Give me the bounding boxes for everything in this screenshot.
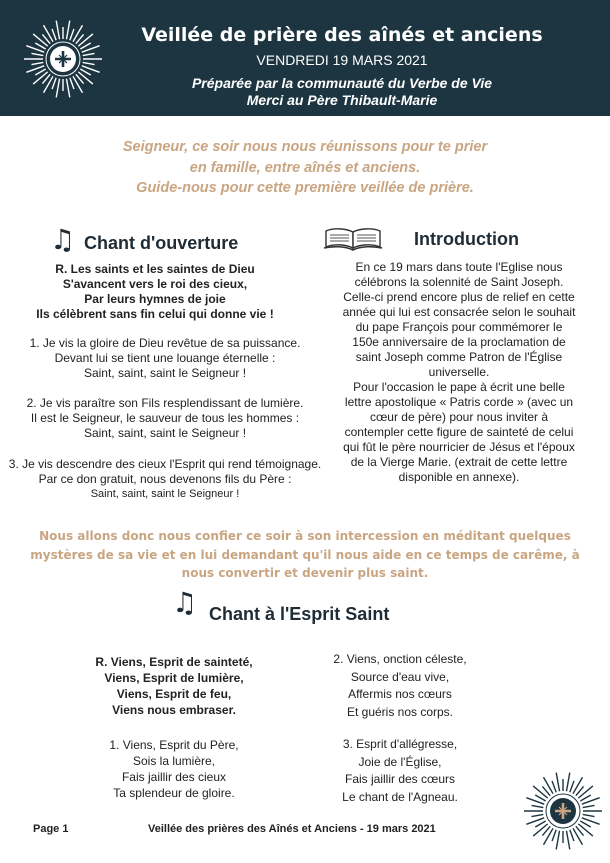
verse-line: Par ce don gratuit, nous devenons fils du Père : — [38, 472, 292, 486]
prepared-by — [92, 75, 592, 109]
chant-esprit-verse-2 — [300, 651, 500, 721]
introduction-line: lettre apostolique « Patris corde » (avec un — [344, 395, 574, 409]
music-note-icon: ♫ — [172, 586, 198, 619]
introduction-line: 150e anniversaire de la proclamation de — [352, 335, 566, 349]
introduction-text — [324, 260, 594, 485]
intercession-paragraph — [30, 527, 580, 583]
prepared-by-line: Préparée par la communauté du Verbe de Vie — [191, 75, 493, 91]
chant-ouverture-verse-3 — [0, 457, 330, 502]
verse-line: 2. Je vis paraître son Fils resplendissant de lumière. — [26, 396, 304, 410]
verse-line: Saint, saint, saint le Seigneur ! — [90, 488, 240, 500]
verse-line: Fais jaillir des cœurs — [344, 772, 455, 786]
verse-line: Fais jaillir des cieux — [121, 770, 227, 784]
verse-line: Saint, saint, saint le Seigneur ! — [83, 366, 247, 380]
refrain-line: R. Les saints et les saintes de Dieu — [55, 262, 255, 276]
introduction-line: qui fût le père nourricier de Jésus et l'époux — [343, 440, 575, 454]
introduction-line: disponible en annexe). — [398, 470, 520, 484]
verse-line: 1. Viens, Esprit du Père, — [109, 738, 239, 752]
verse-line: Saint, saint, saint le Seigneur ! — [83, 426, 247, 440]
chant-esprit-title: Chant à l'Esprit Saint — [209, 604, 390, 624]
intercession-line: Nous allons donc nous confier ce soir à son intercession en méditant quelques — [39, 529, 571, 543]
chant-ouverture-verse-2 — [0, 396, 330, 441]
chant-ouverture-refrain — [0, 262, 310, 322]
refrain-line: Ils célèbrent sans fin celui qui donne vie ! — [36, 307, 274, 321]
verse-line: Le chant de l'Agneau. — [342, 789, 458, 804]
verse-line: 2. Viens, onction céleste, — [333, 652, 467, 666]
refrain-line: Par leurs hymnes de joie — [84, 292, 226, 306]
verse-line: Affermis nos cœurs — [348, 687, 452, 701]
refrain-line: S'avancent vers le roi des cieux, — [62, 277, 248, 291]
chant-esprit-refrain — [74, 654, 274, 718]
page-title: Veillée de prière des aînés et anciens — [141, 24, 543, 46]
music-note-icon: ♫ — [50, 223, 76, 256]
verse-line: 1. Je vis la gloire de Dieu revêtue de sa puissance. — [29, 336, 301, 350]
verse-line: Sois la lumière, — [132, 754, 216, 768]
introduction-title: Introduction — [414, 229, 519, 249]
chant-esprit-verse-1 — [74, 737, 274, 801]
event-date: VENDREDI 19 MARS 2021 — [256, 52, 428, 68]
verse-line: 3. Esprit d'allégresse, — [342, 737, 458, 751]
opening-prayer-line: en famille, entre aînés et anciens. — [189, 159, 421, 176]
introduction-line: du pape François pour commémorer le — [355, 320, 563, 334]
header-banner — [0, 0, 610, 116]
opening-prayer-line: Seigneur, ce soir nous nous réunissons pour te prier — [122, 139, 488, 155]
introduction-line: célébrons la solennité de Saint Joseph. — [354, 275, 564, 289]
verse-line: Devant lui se tient une louange éternelle : — [54, 351, 276, 365]
community-logo-icon — [522, 770, 604, 852]
refrain-line: Viens nous embraser. — [112, 703, 236, 717]
introduction-line: universelle. — [428, 365, 490, 379]
chant-ouverture-verse-1 — [0, 336, 330, 381]
verse-line: Joie de l'Église, — [358, 754, 442, 769]
page-number: Page 1 — [33, 823, 69, 835]
verse-line: Et guéris nos corps. — [346, 704, 454, 719]
open-book-icon — [323, 227, 383, 251]
intercession-line: mystères de sa vie et en lui demandant qu'il nous aide en ce temps de carême, à — [30, 547, 580, 562]
introduction-line: de la Vierge Marie. (extrait de cette lettre — [350, 455, 568, 469]
opening-prayer-line: Guide-nous pour cette première veillée de prière. — [136, 180, 474, 196]
intercession-line: nous convertir et devenir plus saint. — [181, 566, 429, 580]
verse-line: Il est le Seigneur, le sauveur de tous les hommes : — [30, 411, 300, 425]
introduction-line: En ce 19 mars dans toute l'Eglise nous — [355, 260, 563, 274]
refrain-line: Viens, Esprit de feu, — [116, 687, 232, 701]
introduction-line: cœur de père) pour nous inviter à — [369, 410, 549, 424]
verse-line: Source d'eau vive, — [350, 669, 450, 684]
introduction-line: contempler cette figure de sainteté de celui — [344, 425, 574, 439]
introduction-line: saint Joseph comme Patron de l'Église — [355, 350, 563, 364]
verse-line: 3. Je vis descendre des cieux l'Esprit qui rend témoignage. — [8, 457, 322, 471]
introduction-line: année qui lui est consacrée selon le souhait — [342, 305, 576, 319]
introduction-line: Pour l'occasion le pape à écrit une belle — [353, 380, 565, 394]
opening-prayer — [0, 137, 610, 199]
refrain-line: Viens, Esprit de lumière, — [104, 671, 244, 685]
introduction-line: Celle-ci prend encore plus de relief en cette — [343, 290, 575, 304]
chant-esprit-verse-3 — [300, 736, 500, 806]
verse-line: Ta splendeur de gloire. — [113, 786, 235, 800]
chant-ouverture-title: Chant d'ouverture — [84, 233, 239, 253]
refrain-line: R. Viens, Esprit de sainteté, — [95, 655, 253, 669]
thanks-line: Merci au Père Thibault-Marie — [246, 92, 438, 108]
footer-text: Veillée des prières des Aînés et Anciens - 19 mars 2021 — [148, 823, 436, 835]
